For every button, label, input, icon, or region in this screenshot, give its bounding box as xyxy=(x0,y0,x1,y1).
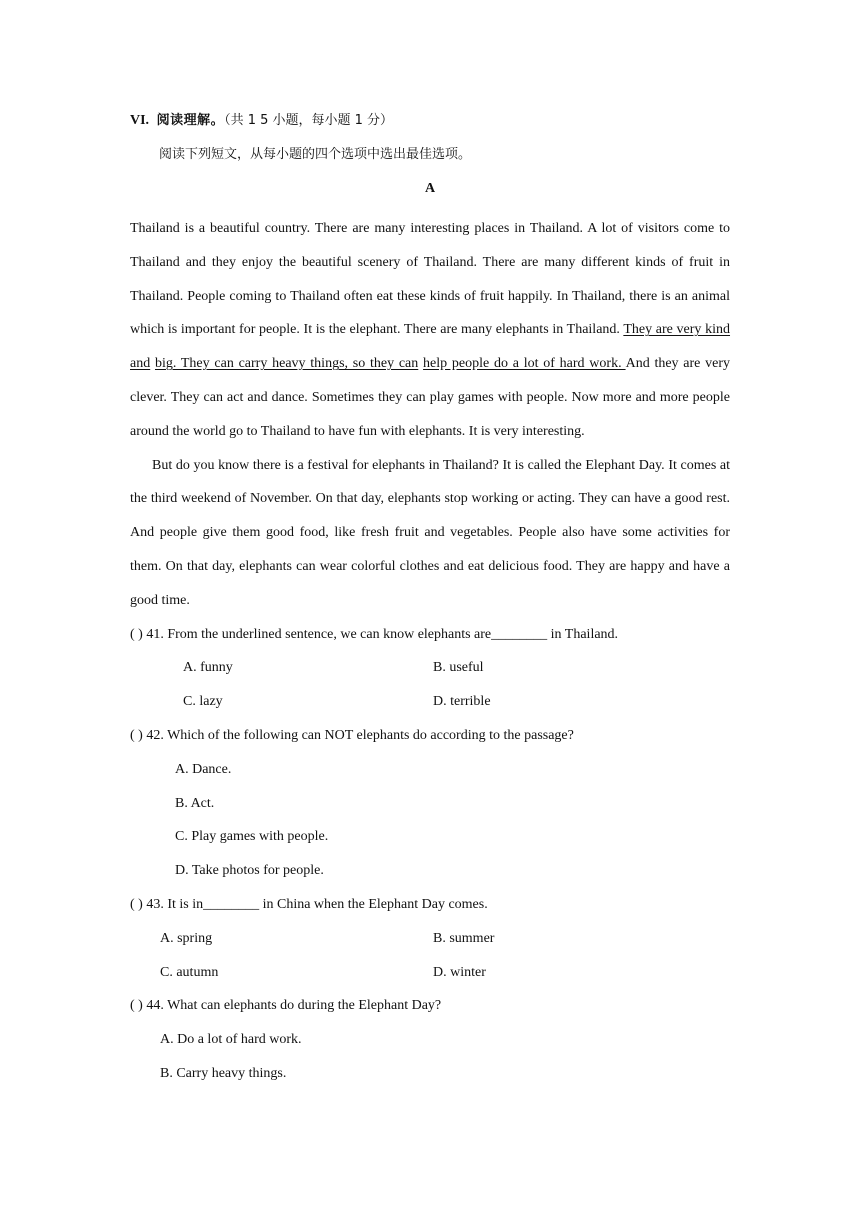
passage-paragraph-1 xyxy=(130,212,730,449)
option-a: A. funny xyxy=(183,660,233,676)
option-row xyxy=(130,854,730,888)
option-b: B. summer xyxy=(433,930,495,946)
option-c: C. autumn xyxy=(160,964,219,980)
paragraph-text: And they are very clever. They can act and dance. Sometimes they can play games with people. Now more and more people around the world go to Thailand to have fun with elephants. It is very interesting. xyxy=(130,356,731,439)
passage-paragraph-2: But do you know there is a festival for elephants in Thailand? It is called the Elephant Day. It comes at the third weekend of November. On that day, elephants stop working or acting. They can have a good rest. And people give them good food, like fresh fruit and vegetables. People also have some activities for them. On that day, elephants can wear colorful clothes and eat delicious food. They are happy and have a good time. xyxy=(130,457,730,608)
option-c: C. Play games with people. xyxy=(175,829,329,845)
underlined-sentence-part: help people do a lot of hard work. xyxy=(423,356,626,372)
option-a: A. Dance. xyxy=(175,761,232,777)
option-row xyxy=(130,922,730,956)
option-a: A. Do a lot of hard work. xyxy=(160,1032,302,1048)
question-41 xyxy=(130,618,730,719)
option-row xyxy=(130,651,730,685)
question-stem: ( ) 44. What can elephants do during the Elephant Day? xyxy=(130,998,442,1014)
option-b: B. Carry heavy things. xyxy=(160,1065,287,1081)
option-b: B. useful xyxy=(433,660,484,676)
option-d: D. winter xyxy=(433,964,486,980)
section-note: （共 1 5 小题，每小题 1 分） xyxy=(224,113,394,128)
question-stem: ( ) 42. Which of the following can NOT elephants do according to the passage? xyxy=(130,727,574,743)
option-d: D. Take photos for people. xyxy=(175,863,324,879)
option-b: B. Act. xyxy=(175,795,215,811)
option-row xyxy=(130,685,730,719)
underlined-sentence-part: They are very kind and xyxy=(130,322,731,372)
option-a: A. spring xyxy=(160,930,213,946)
section-title: 阅读理解。 xyxy=(156,113,225,128)
passage-label: A xyxy=(424,181,436,196)
question-42 xyxy=(130,719,730,888)
section-instruction: 阅读下列短文，从每小题的四个选项中选出最佳选项。 xyxy=(159,147,472,162)
question-stem: ( ) 41. From the underlined sentence, we can know elephants are________ in Thailand. xyxy=(130,626,619,642)
option-c: C. lazy xyxy=(183,694,223,710)
option-row xyxy=(130,956,730,990)
option-row xyxy=(130,1057,730,1091)
option-row xyxy=(130,1023,730,1057)
section-heading xyxy=(130,110,730,144)
reading-section xyxy=(130,110,730,1091)
option-row xyxy=(130,753,730,787)
section-number: VI. xyxy=(130,113,150,128)
underlined-sentence-part: big. They can carry heavy things, so they can xyxy=(154,356,419,372)
question-43 xyxy=(130,888,730,989)
option-row xyxy=(130,820,730,854)
option-d: D. terrible xyxy=(433,694,491,710)
paragraph-text: Thailand is a beautiful country. There are many interesting places in Thailand. A lot of visitors come to Thailand and they enjoy the beautiful scenery of Thailand. There are many different kinds of fruit in Thailand. People coming to Thailand often eat these kinds of fruit happily. In Thailand, there is an animal which is important for people. It is the elephant. There are many elephants in Thailand. xyxy=(130,221,730,338)
question-44 xyxy=(130,989,730,1090)
question-stem: ( ) 43. It is in________ in China when the Elephant Day comes. xyxy=(130,896,488,912)
option-row xyxy=(130,787,730,821)
